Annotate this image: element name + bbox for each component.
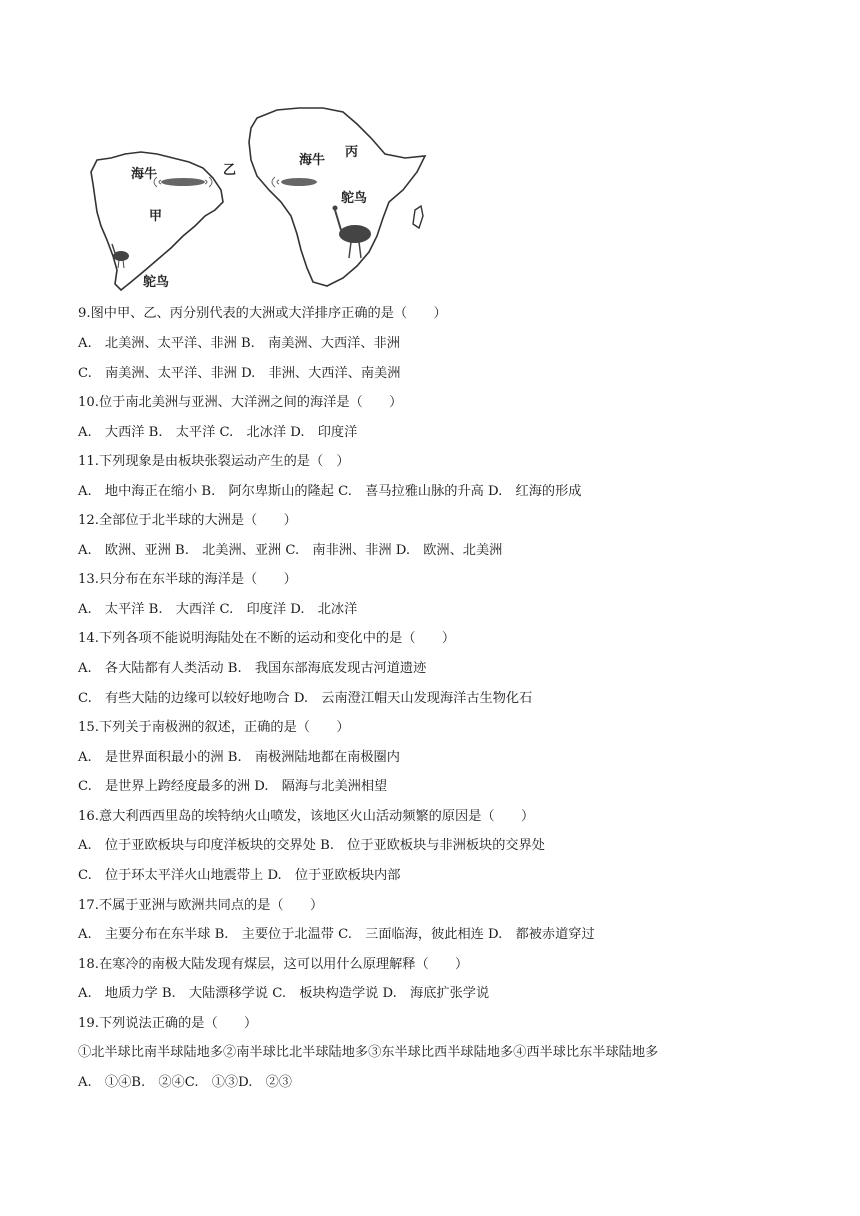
question-15-options-cd: C. 是世界上跨经度最多的洲 D. 隔海与北美洲相望 <box>78 779 388 794</box>
question-12-options: A. 欧洲、亚洲 B. 北美洲、亚洲 C. 南非洲、非洲 D. 欧洲、北美洲 <box>78 543 503 558</box>
label-ostrich-left: 鸵鸟 <box>143 275 170 290</box>
label-yi: 乙 <box>223 163 237 178</box>
question-14-options-cd: C. 有些大陆的边缘可以较好地吻合 D. 云南澄江帽天山发现海洋古生物化石 <box>78 691 533 706</box>
question-17-stem: 17.不属于亚洲与欧洲共同点的是（ ） <box>78 898 324 913</box>
question-19-stem: 19.下列说法正确的是（ ） <box>78 1016 258 1031</box>
label-manatee-right: 海牛 <box>299 153 326 168</box>
question-16-options-ab: A. 位于亚欧板块与印度洋板块的交界处 B. 位于亚欧板块与非洲板块的交界处 <box>78 838 545 853</box>
question-19-statements: ①北半球比南半球陆地多②南半球比北半球陆地多③东半球比西半球陆地多④西半球比东半球陆地多 <box>78 1045 659 1060</box>
ostrich-icon <box>112 244 129 268</box>
question-9-options-ab: A. 北美洲、太平洋、非洲 B. 南美洲、大西洋、非洲 <box>78 336 400 351</box>
question-12-stem: 12.全部位于北半球的大洲是（ ） <box>78 513 297 528</box>
question-9-options-cd: C. 南美洲、太平洋、非洲 D. 非洲、大西洋、南美洲 <box>78 366 401 381</box>
question-16-options-cd: C. 位于环太平洋火山地震带上 D. 位于亚欧板块内部 <box>78 868 401 883</box>
label-jia: 甲 <box>149 209 163 224</box>
question-16-stem: 16.意大利西西里岛的埃特纳火山喷发，该地区火山活动频繁的原因是（ ） <box>78 809 535 824</box>
question-13-options: A. 太平洋 B. 大西洋 C. 印度洋 D. 北冰洋 <box>78 602 358 617</box>
question-15-stem: 15.下列关于南极洲的叙述，正确的是（ ） <box>78 720 350 735</box>
question-10-stem: 10.位于南北美洲与亚洲、大洋洲之间的海洋是（ ） <box>78 395 403 410</box>
question-14-options-ab: A. 各大陆都有人类活动 B. 我国东部海底发现古河道遗迹 <box>78 661 427 676</box>
label-ostrich-right: 鸵鸟 <box>341 191 368 206</box>
question-10-options: A. 大西洋 B. 太平洋 C. 北冰洋 D. 印度洋 <box>78 425 358 440</box>
question-11-stem: 11.下列现象是由板块张裂运动产生的是（ ） <box>78 454 350 469</box>
question-15-options-ab: A. 是世界面积最小的洲 B. 南极洲陆地都在南极圈内 <box>78 750 400 765</box>
madagascar-outline <box>413 206 423 228</box>
question-17-options: A. 主要分布在东半球 B. 主要位于北温带 C. 三面临海，彼此相连 D. 都被赤道穿过 <box>78 927 595 942</box>
label-bing: 丙 <box>345 145 359 160</box>
question-13-stem: 13.只分布在东半球的海洋是（ ） <box>78 572 297 587</box>
question-11-options: A. 地中海正在缩小 B. 阿尔卑斯山的隆起 C. 喜马拉雅山脉的升高 D. 红海的形成 <box>78 484 582 499</box>
ostrich-icon <box>333 206 372 259</box>
manatee-icon <box>154 177 212 187</box>
continent-map-figure <box>85 98 445 294</box>
manatee-icon <box>272 177 317 187</box>
question-18-options: A. 地质力学 B. 大陆漂移学说 C. 板块构造学说 D. 海底扩张学说 <box>78 986 490 1001</box>
africa-outline <box>249 108 425 286</box>
label-manatee-left: 海牛 <box>131 167 158 182</box>
question-18-stem: 18.在寒冷的南极大陆发现有煤层，这可以用什么原理解释（ ） <box>78 957 469 972</box>
question-9-stem: 9.图中甲、乙、丙分别代表的大洲或大洋排序正确的是（ ） <box>78 306 447 321</box>
question-14-stem: 14.下列各项不能说明海陆处在不断的运动和变化中的是（ ） <box>78 631 456 646</box>
question-19-options: A. ①④B. ②④C. ①③D. ②③ <box>78 1075 292 1090</box>
